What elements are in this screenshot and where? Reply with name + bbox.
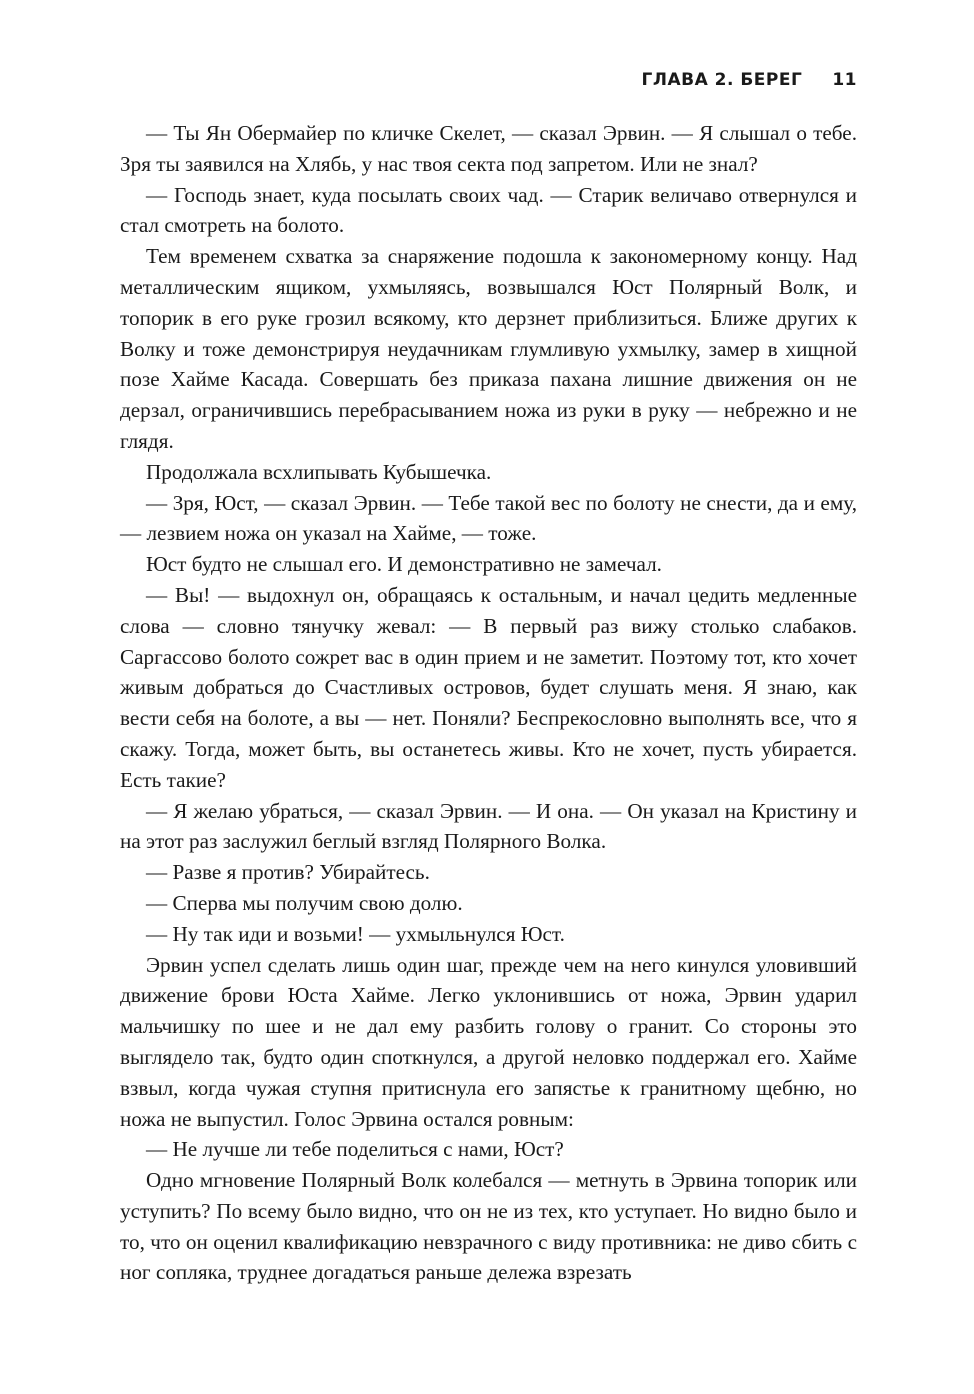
paragraph: — Разве я против? Убирайтесь.: [146, 860, 430, 885]
paragraph: — Ну так иди и возьми! — ухмыльнулся Юст.: [146, 921, 565, 946]
paragraph: Юст будто не слышал его. И демонстративно не замечал.: [146, 552, 662, 577]
paragraph: Продолжала всхлипывать Кубышечка.: [146, 459, 492, 484]
paragraph: — Я желаю убраться, — сказал Эрвин. — И она. — Он указал на Кристину и на этот раз заслужил беглый взгляд Полярного Волка.: [120, 798, 857, 854]
body-text: [120, 118, 857, 1288]
paragraph: — Зря, Юст, — сказал Эрвин. — Тебе такой вес по болоту не снести, да и ему, — лезвием ножа он указал на Хайме, — тоже.: [120, 490, 857, 546]
paragraph: Одно мгновение Полярный Волк колебался — метнуть в Эрвина топорик или уступить? По всему было видно, что он не из тех, кто уступает. Но видно было и то, что он оценил квалификацию невзрачного с виду противника: не диво сбить с ног сопляка, труднее догадаться раньше дележа взрезать: [120, 1168, 857, 1285]
paragraph: — Не лучше ли тебе поделиться с нами, Юст?: [146, 1137, 564, 1162]
running-head: [642, 70, 858, 90]
chapter-title: ГЛАВА 2. БЕРЕГ: [641, 70, 803, 90]
paragraph: — Сперва мы получим свою долю.: [146, 890, 463, 915]
page-number: 11: [832, 70, 857, 90]
paragraph: Тем временем схватка за снаряжение подошла к закономерному концу. Над металлическим ящиком, ухмыляясь, возвышался Юст Полярный Волк, и топорик в его руке грозил всякому, кто дерзнет приблизиться. Ближе других к Волку и тоже демонстрируя неудачникам глумливую ухмылку, замер в хищной позе Хайме Касада. Совершать без приказа пахана лишние движения он не дерзал, ограничившись перебрасыванием ножа из руки в руку — небрежно и не глядя.: [120, 244, 857, 453]
paragraph: — Вы! — выдохнул он, обращаясь к остальным, и начал цедить медленные слова — словно тянучку жевал: — В первый раз вижу столько слабаков. Саргассово болото сожрет вас в один прием и не заметит. Поэтому тот, кто хочет живым добраться до Счастливых островов, будет слушать меня. Я знаю, как вести себя на болоте, а вы — нет. Поняли? Беспрекословно выполнять все, что я скажу. Тогда, может быть, вы останетесь живы. Кто не хочет, пусть убирается. Есть такие?: [120, 582, 857, 792]
paragraph: — Ты Ян Обермайер по кличке Скелет, — сказал Эрвин. — Я слышал о тебе. Зря ты заявился на Хлябь, у нас твоя секта под запретом. Или не знал?: [120, 121, 857, 176]
paragraph: — Господь знает, куда посылать своих чад. — Старик величаво отвернулся и стал смотреть на болото.: [120, 182, 857, 238]
paragraph: Эрвин успел сделать лишь один шаг, прежде чем на него кинулся уловивший движение брови Юста Хайме. Легко уклонившись от ножа, Эрвин ударил мальчишку по шее и не дал ему разбить голову о гранит. Со стороны это выглядело так, будто один споткнулся, а другой неловко поддержал его. Хайме взвыл, когда чужая ступня притиснула его запястье к гранитному щебню, но ножа не выпустил. Голос Эрвина остался ровным:: [120, 952, 857, 1131]
